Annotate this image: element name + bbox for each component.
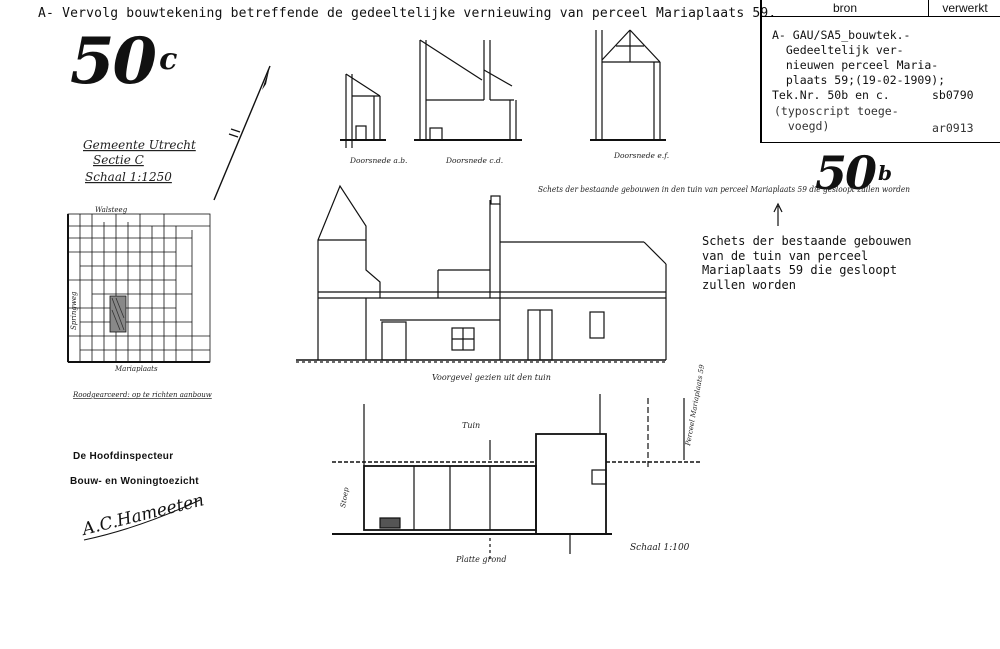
sketch-heading: Schets der bestaande gebouwen in den tuin van perceel Mariaplaats 59 die gesloopt zullen worden	[538, 185, 910, 194]
sectie-label: Sectie C	[93, 153, 144, 167]
index-description: A- GAU/SA5_bouwtek.- Gedeeltelijk ver- nieuwen perceel Maria- plaats 59;(19-02-1909); Tek.Nr. 50b en c.	[772, 28, 946, 102]
sheet-number-value: 50	[70, 24, 156, 99]
schaal-map-label: Schaal 1:1250	[85, 170, 172, 184]
code-secondary: ar0913	[932, 121, 974, 135]
platte-grond-label: Platte grond	[456, 555, 507, 564]
second-sheet-suffix: b	[878, 161, 890, 185]
street-walsteeg: Walsteeg	[95, 206, 128, 214]
front-elevation	[296, 186, 666, 362]
stoep-label: Stoep	[339, 486, 351, 509]
section-a-b	[340, 74, 386, 148]
gemeente-label: Gemeente Utrecht	[83, 138, 196, 152]
column-bron: bron	[832, 1, 858, 15]
document-header: A- Vervolg bouwtekening betreffende de gedeeltelijke vernieuwing van perceel Mariaplaats 59.	[38, 6, 777, 21]
street-springweg: Springweg	[70, 291, 78, 330]
map-note: Roodgearceerd: op te richten aanbouw	[73, 391, 212, 399]
code-primary: sb0790	[932, 88, 974, 102]
inspector-department: Bouw- en Woningtoezicht	[70, 476, 199, 487]
column-verwerkt: verwerkt	[942, 1, 988, 15]
front-elevation-caption: Voorgevel gezien uit den tuin	[432, 373, 551, 382]
section-c-d	[414, 40, 522, 140]
section-a-label: Doorsnede a.b.	[350, 156, 408, 165]
section-e-f	[590, 30, 666, 140]
north-arrow	[214, 66, 270, 200]
section-e-label: Doorsnede e.f.	[614, 151, 670, 160]
typed-note: Schets der bestaande gebouwen van de tuin van perceel Mariaplaats 59 die gesloopt zullen worden	[702, 234, 912, 292]
second-sheet-number-value: 50	[815, 146, 876, 200]
section-c-label: Doorsnede c.d.	[446, 156, 504, 165]
signature: A.C.Hameeten	[80, 490, 207, 540]
sheet-suffix: c	[159, 42, 176, 77]
schaal-plan-label: Schaal 1:100	[630, 543, 690, 553]
index-note: (typoscript toege- voegd)	[774, 104, 899, 133]
street-mariaplaats: Mariaplaats	[115, 365, 158, 373]
tuin-label: Tuin	[462, 421, 481, 430]
cadastral-map	[68, 214, 210, 362]
perceel-label: Perceel Mariaplaats 59	[684, 363, 707, 447]
floor-plan	[332, 394, 700, 560]
inspector-title: De Hoofdinspecteur	[73, 451, 174, 462]
